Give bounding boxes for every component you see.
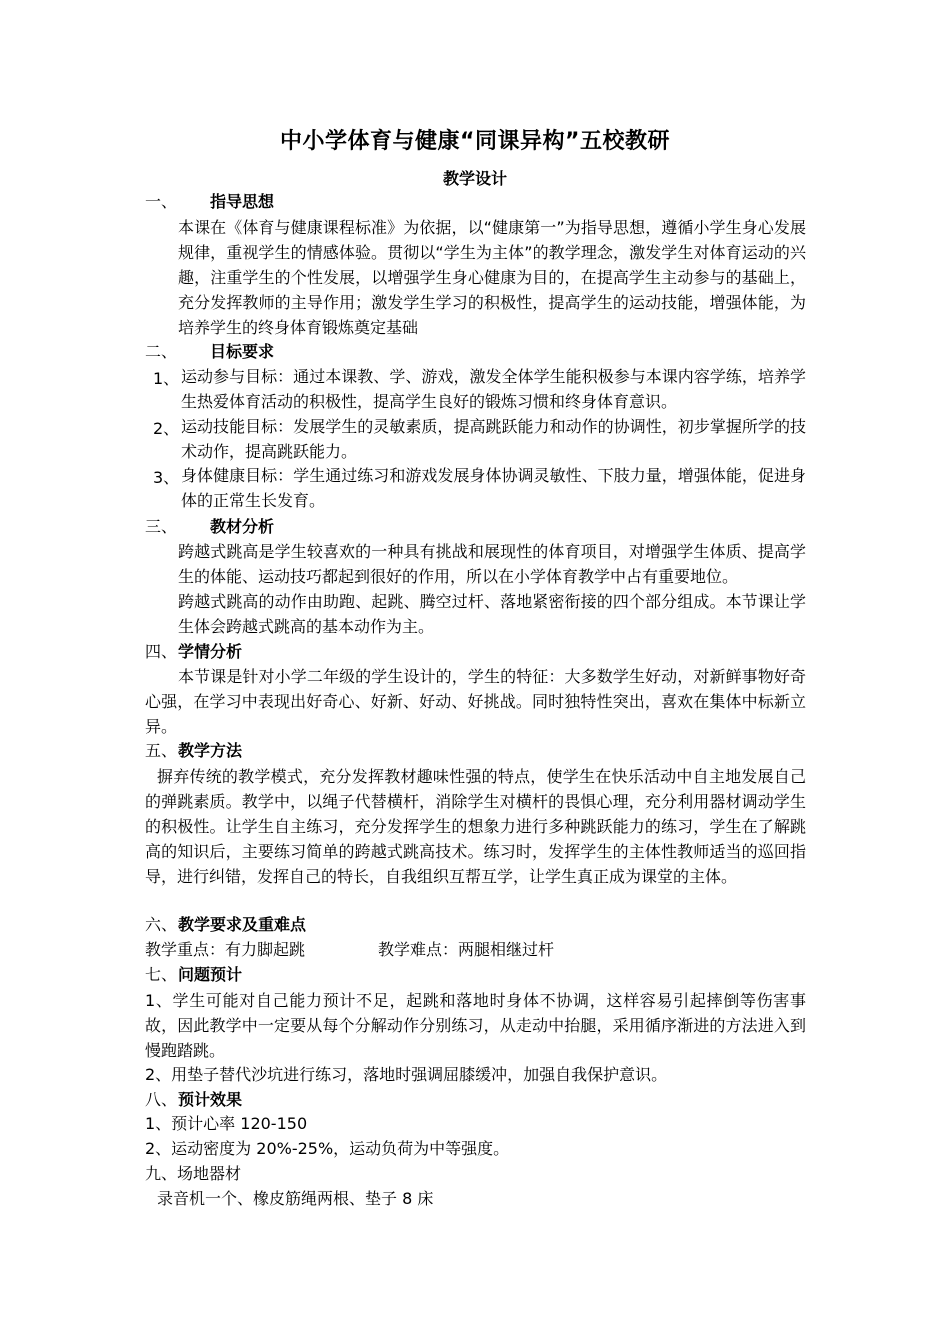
section-3-text-2: 跨越式跳高的动作由助跑、起跳、腾空过杆、落地紧密衔接的四个部分组成。本节课让学生体会跨越式跳高的基本动作为主。 — [178, 592, 806, 636]
goal-1-text: 运动参与目标：通过本课教、学、游戏，激发全体学生能积极参与本课内容学练，培养学生热爱体育活动的积极性，提高学生良好的锻炼习惯和终身体育意识。 — [181, 367, 806, 411]
difficult-point: 教学难点：两腿相继过杆 — [378, 940, 555, 959]
problem-1: 1、学生可能对自己能力预计不足，起跳和落地时身体不协调，这样容易引起摔倒等伤害事故，因此教学中一定要从每个分解动作分别练习，从走动中抬腿，采用循序渐进的方法进入到慢跑踏跳。 — [145, 991, 806, 1060]
section-1-text: 本课在《体育与健康课程标准》为依据，以“健康第一”为指导思想，遵循小学生身心发展规律，重视学生的情感体验。贯彻以“学生为主体”的教学理念，激发学生对体育运动的兴趣，注重学生的个性发展，以增强学生身心健康为目的，在提高学生主动参与的基础上，充分发挥教师的主导作用；激发学生学习的积极性，提高学生的运动技能，增强体能，为培养学生的终身体育锻炼奠定基础 — [178, 218, 806, 337]
section-7-number: 七、 — [145, 965, 178, 984]
section-6-heading: 教学要求及重难点 — [178, 915, 307, 934]
document-title: 中小学体育与健康“同课异构”五校教研 — [280, 129, 670, 154]
section-4-heading: 学情分析 — [178, 642, 243, 661]
section-2-heading: 目标要求 — [210, 342, 275, 361]
section-9-heading: 九、场地器材 — [145, 1164, 242, 1183]
problem-2: 2、用垫子替代沙坑进行练习，落地时强调屈膝缓冲，加强自我保护意识。 — [145, 1065, 668, 1084]
goal-2-text: 运动技能目标：发展学生的灵敏素质，提高跳跃能力和动作的协调性，初步掌握所学的技术动作，提高跳跃能力。 — [181, 417, 806, 461]
goal-3-number: 3、 — [153, 468, 180, 487]
section-1-heading: 指导思想 — [210, 192, 275, 211]
section-4-text: 本节课是针对小学二年级的学生设计的，学生的特征：大多数学生好动，对新鲜事物好奇心强，在学习中表现出好奇心、好新、好动、好挑战。同时独特性突出，喜欢在集体中标新立异。 — [145, 667, 806, 736]
effect-1: 1、预计心率 120-150 — [145, 1114, 308, 1133]
section-2-number: 二、 — [145, 342, 178, 361]
key-point: 教学重点：有力脚起跳 — [145, 940, 306, 959]
section-5-text: 摒弃传统的教学模式，充分发挥教材趣味性强的特点，使学生在快乐活动中自主地发展自己的弹跳素质。教学中，以绳子代替横杆，消除学生对横杆的畏惧心理，充分利用器材调动学生的积极性。让学生自主练习，充分发挥学生的想象力进行多种跳跃能力的练习，学生在了解跳高的知识后，主要练习简单的跨越式跳高技术。练习时，发挥学生的主体性教师适当的巡回指导，进行纠错，发挥自己的特长，自我组织互帮互学，让学生真正成为课堂的主体。 — [145, 767, 806, 886]
goal-1-number: 1、 — [153, 369, 180, 388]
section-8-number: 八、 — [145, 1090, 178, 1109]
section-6-number: 六、 — [145, 915, 178, 934]
section-3-heading: 教材分析 — [210, 517, 275, 536]
section-5-heading: 教学方法 — [178, 741, 243, 760]
section-4-number: 四、 — [145, 642, 178, 661]
effect-2: 2、运动密度为 20%-25%，运动负荷为中等强度。 — [145, 1139, 510, 1158]
section-7-heading: 问题预计 — [178, 965, 243, 984]
goal-2-number: 2、 — [153, 419, 180, 438]
equipment-text: 录音机一个、橡皮筋绳两根、垫子 8 床 — [157, 1189, 434, 1208]
document-subtitle: 教学设计 — [442, 169, 507, 188]
section-1-number: 一、 — [145, 192, 178, 211]
goal-3-text: 身体健康目标：学生通过练习和游戏发展身体协调灵敏性、下肢力量，增强体能，促进身体的正常生长发育。 — [181, 466, 806, 510]
section-8-heading: 预计效果 — [178, 1090, 243, 1109]
section-3-text-1: 跨越式跳高是学生较喜欢的一种具有挑战和展现性的体育项目，对增强学生体质、提高学生的体能、运动技巧都起到很好的作用，所以在小学体育教学中占有重要地位。 — [178, 542, 806, 586]
section-3-number: 三、 — [145, 517, 178, 536]
section-5-number: 五、 — [145, 741, 178, 760]
